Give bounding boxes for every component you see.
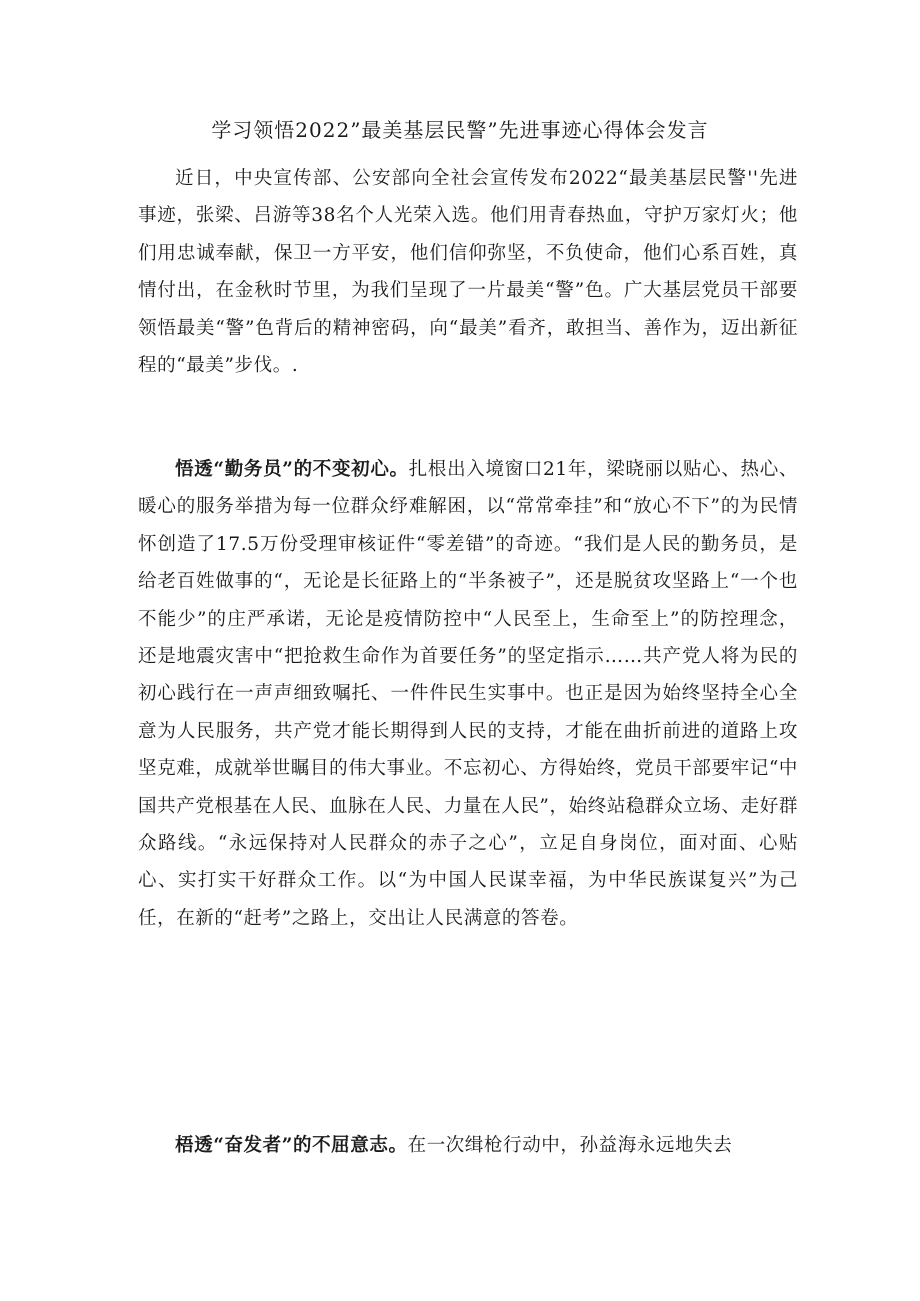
paragraph-body: 近日，中央宣传部、公安部向全社会宣传发布2022“最美基层民警''先进事迹，张梁、吕游等38名个人光荣入选。他们用青春热血，守护万家灯火；他们用忠诚奉献，保卫一方平安，他们信仰弥坚，不负使命，他们心系百姓，真情付出，在金秋时节里，为我们呈现了一片最美“警”色。广大基层党员干部要领悟最美“警”色背后的精神密码，向“最美”看齐，敢担当、善作为，迈出新征程的“最美”步伐。.: [138, 168, 798, 377]
paragraph-lead: 梧透“奋发者”的不屈意志。: [175, 1135, 408, 1156]
paragraph-section-1: [138, 451, 798, 937]
paragraph-section-2: [138, 1127, 798, 1164]
document-title: 学习领悟2022”最美基层民警”先进事迹心得体会发言: [211, 118, 709, 142]
paragraph-intro: [138, 160, 798, 384]
paragraph-body: 扎根出入境窗口21年，梁晓丽以贴心、热心、暖心的服务举措为每一位群众纾难解困，以“常常牵挂”和“放心不下”的为民情怀创造了17.5万份受理审核证件“零差错”的奇迹。“我们是人民的勤务员，是给老百姓做事的“，无论是长征路上的“半条被子”，还是脱贫攻坚路上“一个也不能少”的庄严承诺，无论是疫情防控中“人民至上，生命至上”的防控理念，还是地震灾害中“把抢救生命作为首要任务”的坚定指示……共产党人将为民的初心践行在一声声细致嘱托、一件件民生实事中。也正是因为始终坚持全心全意为人民服务，共产党才能长期得到人民的支持，才能在曲折前进的道路上攻坚克难，成就举世瞩目的伟大事业。不忘初心、方得始终，党员干部要牢记“中国共产党根基在人民、血脉在人民、力量在人民”，始终站稳群众立场、走好群众路线。“永远保持对人民群众的赤子之心”，立足自身岗位，面对面、心贴心、实打实干好群众工作。以“为中国人民谋幸福，为中华民族谋复兴”为己任，在新的“赶考”之路上，交出让人民满意的答卷。: [138, 459, 798, 929]
paragraph-body: 在一次缉枪行动中，孙益海永远地失去: [407, 1135, 733, 1156]
paragraph-lead: 悟透“勤务员”的不变初心。: [175, 459, 409, 480]
